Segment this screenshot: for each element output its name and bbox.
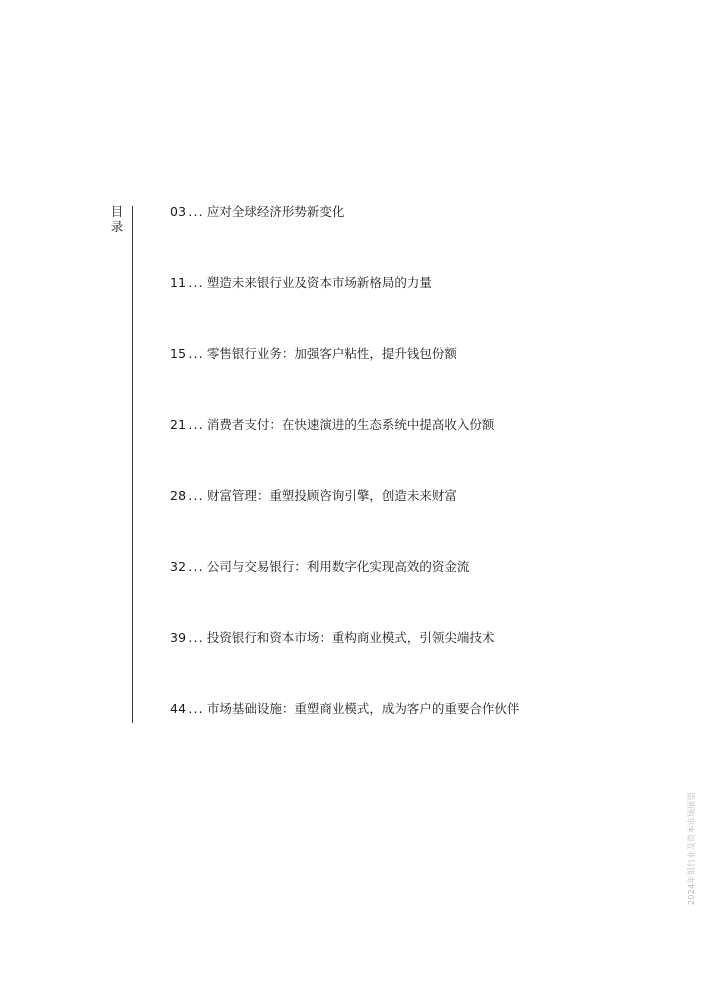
toc-entry-title: 公司与交易银行：利用数字化实现高效的资金流 (206, 559, 470, 574)
toc-page-number: 32 (170, 559, 187, 574)
toc-entry[interactable] (170, 416, 519, 487)
toc-leader-dots: ... (188, 417, 204, 432)
toc-leader-dots: ... (188, 701, 204, 716)
toc-entry-title: 零售银行业务：加强客户粘性，提升钱包份额 (206, 346, 457, 361)
toc-entry[interactable] (170, 203, 519, 274)
toc-page-number: 03 (170, 204, 187, 219)
toc-leader-dots: ... (188, 275, 204, 290)
toc-leader-dots: ... (188, 346, 204, 361)
toc-page-number: 11 (170, 275, 187, 290)
toc-page-number: 39 (170, 630, 187, 645)
toc-entry[interactable] (170, 345, 519, 416)
toc-leader-dots: ... (188, 559, 204, 574)
toc-heading (108, 204, 126, 234)
toc-leader-dots: ... (188, 630, 204, 645)
toc-vertical-rule (132, 206, 133, 723)
toc-entry[interactable] (170, 487, 519, 558)
toc-leader-dots: ... (188, 488, 204, 503)
toc-page-number: 15 (170, 346, 187, 361)
toc-entry[interactable] (170, 274, 519, 345)
toc-page-number: 21 (170, 417, 187, 432)
toc-entry-title: 应对全球经济形势新变化 (206, 204, 345, 219)
toc-entry-title: 市场基础设施：重塑商业模式，成为客户的重要合作伙伴 (206, 701, 520, 716)
toc-entry-title: 塑造未来银行业及资本市场新格局的力量 (206, 275, 432, 290)
toc-leader-dots: ... (188, 204, 204, 219)
toc-heading-char-2: 录 (110, 219, 124, 234)
toc-entry[interactable] (170, 700, 519, 771)
toc-entry[interactable] (170, 558, 519, 629)
toc-page-number: 28 (170, 488, 187, 503)
toc-entry-title: 财富管理：重塑投顾咨询引擎，创造未来财富 (206, 488, 457, 503)
toc-entry[interactable] (170, 629, 519, 700)
side-caption: 2024年银行业及资本市场展望 (687, 792, 696, 905)
toc-entry-title: 投资银行和资本市场：重构商业模式，引领尖端技术 (206, 630, 495, 645)
toc-page-number: 44 (170, 701, 187, 716)
toc-heading-char-1: 目 (110, 204, 124, 219)
toc-list (170, 203, 519, 771)
toc-entry-title: 消费者支付：在快速演进的生态系统中提高收入份额 (206, 417, 495, 432)
